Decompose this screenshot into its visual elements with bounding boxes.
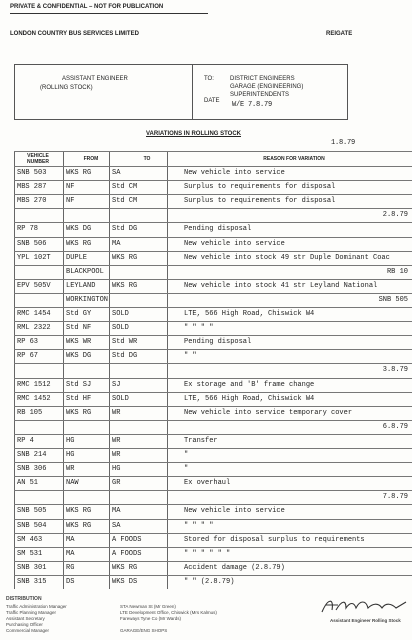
to-cell: HG xyxy=(112,465,121,474)
table-column-rule xyxy=(109,151,110,589)
column-header-to: TO xyxy=(143,156,151,162)
from-cell: HG xyxy=(66,436,75,445)
to-line-3: SUPERINTENDENTS xyxy=(230,92,290,98)
table-row-rule xyxy=(14,237,412,238)
table-row-rule xyxy=(14,462,412,463)
table-row-rule xyxy=(14,561,412,562)
distribution-item: Purchasing Officer xyxy=(6,622,43,627)
date-heading: 7.8.79 xyxy=(382,493,408,502)
table-row-rule xyxy=(14,321,412,322)
reason-cell: " " xyxy=(184,352,197,361)
classification-banner: PRIVATE & CONFIDENTIAL – NOT FOR PUBLICATION xyxy=(10,4,164,10)
table-row-rule xyxy=(14,420,412,421)
vehicle-number-cell: SNB 506 xyxy=(17,239,47,248)
to-cell: GR xyxy=(112,479,121,488)
to-cell: WR xyxy=(112,436,121,445)
classification-rule xyxy=(10,13,208,14)
date-heading: 2.8.79 xyxy=(382,211,408,220)
company-name: LONDON COUNTRY BUS SERVICES LIMITED xyxy=(10,31,139,37)
reason-cell: Surplus to requirements for disposal xyxy=(184,197,336,206)
from-cell: LEYLAND xyxy=(66,281,96,290)
distribution-item: LTE Development Office, Chiswick (Mrs Kalmus) xyxy=(120,610,217,615)
address-box xyxy=(14,64,348,120)
from-cell: NAW xyxy=(66,479,79,488)
from-line-2: (ROLLING STOCK) xyxy=(40,85,93,91)
table-column-rule xyxy=(167,151,168,589)
to-cell: SA xyxy=(112,521,121,530)
to-cell: A FOODS xyxy=(112,535,142,544)
vehicle-number-cell: RML 2322 xyxy=(17,324,51,333)
top-date: 1.8.79 xyxy=(331,139,356,147)
from-cell: WKS RG xyxy=(66,239,92,248)
to-cell: SOLD xyxy=(112,394,129,403)
vehicle-number-cell: EPV 505V xyxy=(17,281,51,290)
table-row-rule xyxy=(14,476,412,477)
distribution-item: Commercial Manager xyxy=(6,628,50,633)
column-header-from: FROM xyxy=(83,156,99,162)
distribution-item: GARAGE/ENG SHOPS xyxy=(120,628,168,633)
from-cell: Std HF xyxy=(66,394,92,403)
vehicle-number-cell: SM 463 xyxy=(17,535,43,544)
table-column-rule xyxy=(63,151,64,589)
to-cell: A FOODS xyxy=(112,549,142,558)
reason-cell: SNB 505 xyxy=(378,295,408,304)
table-row-rule xyxy=(14,279,412,280)
from-cell: Std GY xyxy=(66,310,92,318)
date-heading: 3.8.79 xyxy=(382,366,408,375)
to-cell: SOLD xyxy=(112,324,129,333)
vehicle-number-cell: SM 531 xyxy=(17,549,43,558)
distribution-item: Fareways Tyne Co (Mr Wards) xyxy=(120,616,182,621)
to-cell: WKS RG xyxy=(112,563,138,572)
from-cell: NF xyxy=(66,197,75,206)
table-row-rule xyxy=(14,251,412,252)
vehicle-number-cell: YPL 102T xyxy=(17,253,51,262)
from-cell: NF xyxy=(66,183,75,192)
reason-cell: LTE, 566 High Road, Chiswick W4 xyxy=(184,310,315,318)
from-cell: WR xyxy=(66,465,75,474)
distribution-item: Traffic Planning Manager xyxy=(6,610,57,615)
to-line-1: DISTRICT ENGINEERS xyxy=(230,76,295,82)
to-cell: WKS RG xyxy=(112,281,138,290)
to-line-2: GARAGE (ENGINEERING) xyxy=(230,84,304,90)
to-cell: SOLD xyxy=(112,310,129,318)
reason-cell: RB 10 xyxy=(386,267,408,276)
vehicle-number-cell: RMC 1512 xyxy=(17,380,51,389)
distribution-item: Traffic Administration Manager xyxy=(6,604,67,609)
distribution-item: STA Newman St (Mr Green) xyxy=(120,604,176,609)
reason-cell: New vehicle into service xyxy=(184,239,285,248)
vehicle-number-cell: RMC 1454 xyxy=(17,310,51,318)
reason-cell: " " " " xyxy=(184,521,214,530)
to-cell: Std WR xyxy=(112,338,138,347)
location: REIGATE xyxy=(326,31,353,37)
to-cell: SA xyxy=(112,169,121,177)
date-heading: 6.8.79 xyxy=(382,422,408,431)
vehicle-number-cell: SNB 503 xyxy=(17,169,47,177)
table-row-rule xyxy=(14,575,412,576)
signature-title: Assistant Engineer Rolling Stock xyxy=(330,618,401,623)
from-cell: WORKINGTON xyxy=(66,295,109,304)
table-row-rule xyxy=(14,293,412,294)
table-row-rule xyxy=(14,349,412,350)
from-cell: WKS WR xyxy=(66,338,92,347)
table-row-rule xyxy=(14,335,412,336)
vehicle-number-cell: RMC 1452 xyxy=(17,394,51,403)
table-row-rule xyxy=(14,434,412,435)
to-cell: MA xyxy=(112,239,121,248)
reason-cell: " " " " xyxy=(184,324,214,333)
table-row-rule xyxy=(14,378,412,379)
table-row-rule xyxy=(14,547,412,548)
table-row-rule xyxy=(14,490,412,491)
from-cell: WKS RG xyxy=(66,169,92,177)
variations-table xyxy=(14,151,412,589)
vehicle-number-cell: SNB 504 xyxy=(17,521,47,530)
reason-cell: Ex overhaul xyxy=(184,479,231,488)
reason-cell: New vehicle into stock 41 str Leyland National xyxy=(184,281,378,290)
vehicle-number-cell: SNB 505 xyxy=(17,507,47,516)
from-cell: MA xyxy=(66,549,75,558)
distribution-item: Assistant Secretary xyxy=(6,616,45,621)
table-row-rule xyxy=(14,533,412,534)
reason-cell: Surplus to requirements for disposal xyxy=(184,183,336,192)
reason-cell: LTE, 566 High Road, Chiswick W4 xyxy=(184,394,315,403)
vehicle-number-cell: RP 4 xyxy=(17,436,34,445)
table-row-rule xyxy=(14,208,412,209)
from-cell: WKS DG xyxy=(66,352,92,361)
reason-cell: Pending disposal xyxy=(184,225,252,234)
date-label: DATE xyxy=(204,98,220,104)
reason-cell: Ex storage and 'B' frame change xyxy=(184,380,315,389)
reason-cell: New vehicle into service xyxy=(184,507,285,516)
table-row-rule xyxy=(14,194,412,195)
to-cell: WR xyxy=(112,408,121,417)
reason-cell: Accident damage (2.8.79) xyxy=(184,563,285,572)
vehicle-number-cell: MBS 270 xyxy=(17,197,47,206)
reason-cell: New vehicle into service xyxy=(184,169,285,177)
vehicle-number-cell: SNB 315 xyxy=(17,577,47,586)
from-cell: HG xyxy=(66,451,75,459)
to-cell: WKS RG xyxy=(112,253,138,262)
vehicle-number-cell: SNB 214 xyxy=(17,451,47,459)
reason-cell: Transfer xyxy=(184,436,218,445)
to-cell: MA xyxy=(112,507,121,516)
from-line-1: ASSISTANT ENGINEER xyxy=(62,76,128,82)
from-cell: DS xyxy=(66,577,75,586)
table-row-rule xyxy=(14,519,412,520)
document-title: VARIATIONS IN ROLLING STOCK xyxy=(146,131,242,137)
table-row-rule xyxy=(14,448,412,449)
reason-cell: " xyxy=(184,451,189,459)
reason-cell: New vehicle into service temporary cover xyxy=(184,408,353,417)
from-cell: WKS RG xyxy=(66,521,92,530)
reason-cell: " xyxy=(184,465,189,474)
to-cell: Std CM xyxy=(112,197,138,206)
table-row-rule xyxy=(14,406,412,407)
vehicle-number-cell: MBS 287 xyxy=(17,183,47,192)
reason-cell: New vehicle into stock 49 str Duple Dominant Coac xyxy=(184,253,390,262)
reason-cell: Pending disposal xyxy=(184,338,252,347)
column-header-vehicle: VEHICLE NUMBER xyxy=(27,153,49,165)
reason-cell: " " " " " " xyxy=(184,549,231,558)
from-cell: WKS DG xyxy=(66,225,92,234)
table-row-rule xyxy=(14,180,412,181)
vehicle-number-cell: RB 105 xyxy=(17,408,43,417)
header-date: W/E 7.8.79 xyxy=(232,101,273,109)
vehicle-number-cell: RP 78 xyxy=(17,225,39,234)
table-row-rule xyxy=(14,265,412,266)
vehicle-number-cell: SNB 306 xyxy=(17,465,47,474)
column-header-reason: REASON FOR VARIATION xyxy=(263,156,325,162)
from-cell: Std SJ xyxy=(66,380,92,389)
from-cell: BLACKPOOL xyxy=(66,267,104,276)
vehicle-number-cell: RP 67 xyxy=(17,352,39,361)
table-row-rule xyxy=(14,307,412,308)
table-row-rule xyxy=(14,392,412,393)
table-top-rule xyxy=(14,151,412,152)
to-cell: WR xyxy=(112,451,121,459)
signature xyxy=(320,596,408,616)
table-column-rule xyxy=(14,151,15,589)
from-cell: MA xyxy=(66,535,75,544)
to-cell: SJ xyxy=(112,380,121,389)
from-cell: WKS RG xyxy=(66,507,92,516)
table-row-rule xyxy=(14,222,412,223)
from-cell: DUPLE xyxy=(66,253,88,262)
to-cell: WKS DS xyxy=(112,577,138,586)
reason-cell: " " (2.8.79) xyxy=(184,577,235,586)
table-row-rule xyxy=(14,363,412,364)
vehicle-number-cell: RP 63 xyxy=(17,338,39,347)
from-cell: WKS RG xyxy=(66,408,92,417)
to-cell: Std CM xyxy=(112,183,138,192)
from-cell: Std NF xyxy=(66,324,92,333)
from-cell: RG xyxy=(66,563,75,572)
table-row-rule xyxy=(14,166,412,167)
to-cell: Std DG xyxy=(112,225,138,234)
distribution-title: DISTRIBUTION xyxy=(6,596,42,602)
vehicle-number-cell: SNB 301 xyxy=(17,563,47,572)
address-box-divider xyxy=(192,64,193,120)
reason-cell: Stored for disposal surplus to requirements xyxy=(184,535,365,544)
vehicle-number-cell: AN 51 xyxy=(17,479,39,488)
to-label: TO: xyxy=(204,76,214,82)
table-row-rule xyxy=(14,504,412,505)
to-cell: Std DG xyxy=(112,352,138,361)
